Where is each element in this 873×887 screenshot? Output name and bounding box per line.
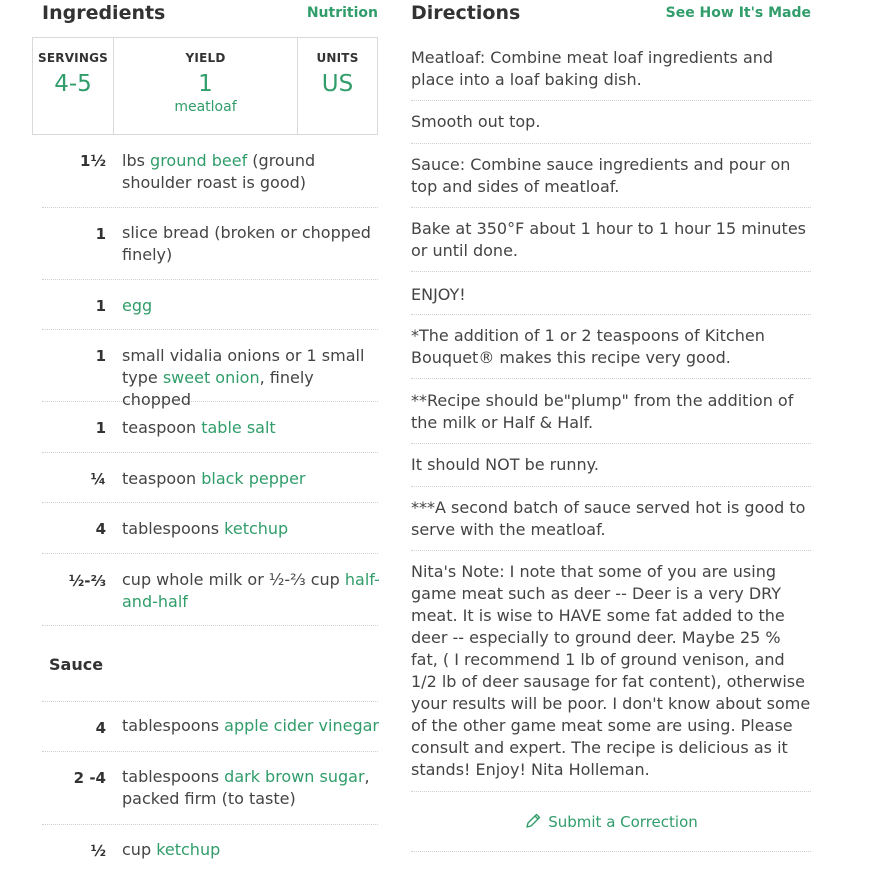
ingredient-quantity: ½ [90, 842, 106, 860]
ingredient-link[interactable]: sweet onion [162, 368, 260, 387]
list-item [42, 402, 378, 453]
list-item [42, 503, 378, 554]
ingredient-text [122, 715, 380, 737]
ingredient-quantity: 1 [95, 347, 106, 365]
direction-step-text: ***A second batch of sauce served hot is good to serve with the meatloaf. [411, 498, 806, 539]
ingredient-quantity: 1 [95, 297, 106, 315]
yield-fact [114, 38, 298, 134]
direction-step-text: Nita's Note: I note that some of you are using game meat such as deer -- Deer is a very DRY meat. It is wise to HAVE some fat added to the deer -- especially to ground deer. Maybe 25 % fat, ( I recommend 1 lb of ground venison, and 1/2 lb of deer sausage for fat content), otherwise your results will be poor. I don't know about some of the other game meat some are using. Please consult and expert. The recipe is delicious as it stands! Enjoy! Nita Holleman. [411, 562, 811, 779]
ingredient-link[interactable]: ground beef [150, 151, 248, 170]
directions-column [411, 0, 811, 831]
ingredients-header [32, 0, 378, 30]
ingredient-pre: cup whole milk or ½-⅔ cup [122, 570, 345, 589]
servings-label: SERVINGS [38, 51, 108, 65]
ingredient-text [122, 150, 380, 194]
ingredient-quantity: ½-⅔ [68, 572, 106, 590]
ingredient-text [122, 839, 380, 861]
direction-step [411, 325, 811, 379]
ingredient-quantity: ¼ [90, 470, 106, 488]
units-label: UNITS [316, 51, 359, 65]
direction-step [411, 111, 811, 144]
direction-step-text: Bake at 350°F about 1 hour to 1 hour 15 minutes or until done. [411, 219, 807, 260]
direction-step [411, 561, 811, 792]
ingredient-quantity: 1 [95, 419, 106, 437]
direction-step-text: Meatloaf: Combine meat loaf ingredients and place into a loaf baking dish. [411, 48, 774, 89]
ingredient-post: (ground shoulder roast is good) [122, 151, 316, 192]
direction-step-text: Smooth out top. [411, 112, 541, 131]
directions-header [411, 0, 811, 30]
ingredient-text [122, 417, 380, 439]
ingredient-link[interactable]: ketchup [156, 840, 221, 859]
ingredient-pre: cup [122, 840, 157, 859]
sauce-section-title: Sauce [49, 655, 104, 674]
ingredient-text [122, 518, 380, 540]
pencil-icon [524, 812, 542, 830]
ingredient-link[interactable]: black pepper [201, 469, 306, 488]
ingredient-quantity: 4 [95, 520, 106, 538]
units-value[interactable]: US [321, 71, 354, 97]
direction-step [411, 454, 811, 487]
ingredient-quantity: 1½ [80, 152, 106, 170]
list-item [42, 702, 378, 752]
list-item [42, 208, 378, 280]
yield-unit[interactable]: meatloaf [174, 99, 237, 115]
ingredient-text [122, 222, 380, 266]
direction-step-text: ENJOY! [411, 285, 466, 304]
ingredient-text [122, 295, 380, 317]
ingredient-pre: teaspoon [122, 418, 202, 437]
submit-correction-label[interactable]: Submit a Correction [548, 813, 698, 831]
ingredient-text [122, 766, 380, 810]
sauce-header-divider [42, 626, 378, 702]
direction-step [411, 497, 811, 551]
direction-step [411, 218, 811, 272]
see-how-its-made-link[interactable]: See How It's Made [665, 5, 811, 21]
ingredient-quantity: 1 [95, 225, 106, 243]
list-item [42, 330, 378, 409]
list-item [42, 554, 378, 626]
correction-divider [411, 840, 811, 852]
ingredient-pre: slice bread (broken or chopped finely) [122, 223, 371, 264]
direction-step-text: Sauce: Combine sauce ingredients and pour on top and sides of meatloaf. [411, 155, 791, 196]
submit-correction-button[interactable] [411, 812, 811, 831]
ingredient-post: , packed firm (to taste) [122, 767, 370, 808]
ingredient-link[interactable]: egg [122, 296, 153, 315]
direction-step-text: It should NOT be runny. [411, 455, 599, 474]
direction-step [411, 390, 811, 444]
ingredient-link[interactable]: half-and-half [122, 570, 380, 611]
ingredients-title: Ingredients [42, 2, 166, 24]
servings-value[interactable]: 4-5 [54, 71, 92, 97]
ingredients-column [32, 0, 380, 860]
ingredient-link[interactable]: table salt [201, 418, 276, 437]
servings-fact [33, 38, 114, 134]
recipe-facts [32, 37, 378, 135]
ingredient-pre: tablespoons [122, 519, 225, 538]
yield-value[interactable]: 1 [198, 71, 213, 97]
yield-label: YIELD [185, 51, 226, 65]
ingredient-link[interactable]: apple cider vinegar [224, 716, 379, 735]
ingredient-pre: lbs [122, 151, 151, 170]
directions-title: Directions [411, 2, 521, 24]
ingredient-pre: small vidalia onions or 1 small type [122, 346, 365, 387]
direction-step [411, 47, 811, 101]
ingredient-text [122, 569, 380, 613]
ingredient-text [122, 468, 380, 490]
direction-step-text: **Recipe should be"plump" from the addition of the milk or Half & Half. [411, 391, 794, 432]
ingredient-pre: tablespoons [122, 716, 225, 735]
direction-step-text: *The addition of 1 or 2 teaspoons of Kitchen Bouquet® makes this recipe very good. [411, 326, 765, 367]
units-fact [298, 38, 377, 134]
nutrition-link[interactable]: Nutrition [306, 5, 378, 21]
ingredient-post: , finely chopped [122, 368, 314, 409]
list-item [42, 752, 378, 825]
list-item [42, 825, 378, 887]
ingredient-link[interactable]: dark brown sugar [224, 767, 365, 786]
list-item [42, 148, 378, 208]
list-item [42, 453, 378, 503]
ingredient-link[interactable]: ketchup [224, 519, 289, 538]
ingredient-quantity: 4 [95, 719, 106, 737]
ingredient-pre: tablespoons [122, 767, 225, 786]
ingredient-quantity: 2 -4 [73, 769, 106, 787]
ingredient-pre: teaspoon [122, 469, 202, 488]
direction-step [411, 284, 811, 315]
direction-step [411, 154, 811, 208]
list-item [42, 280, 378, 330]
